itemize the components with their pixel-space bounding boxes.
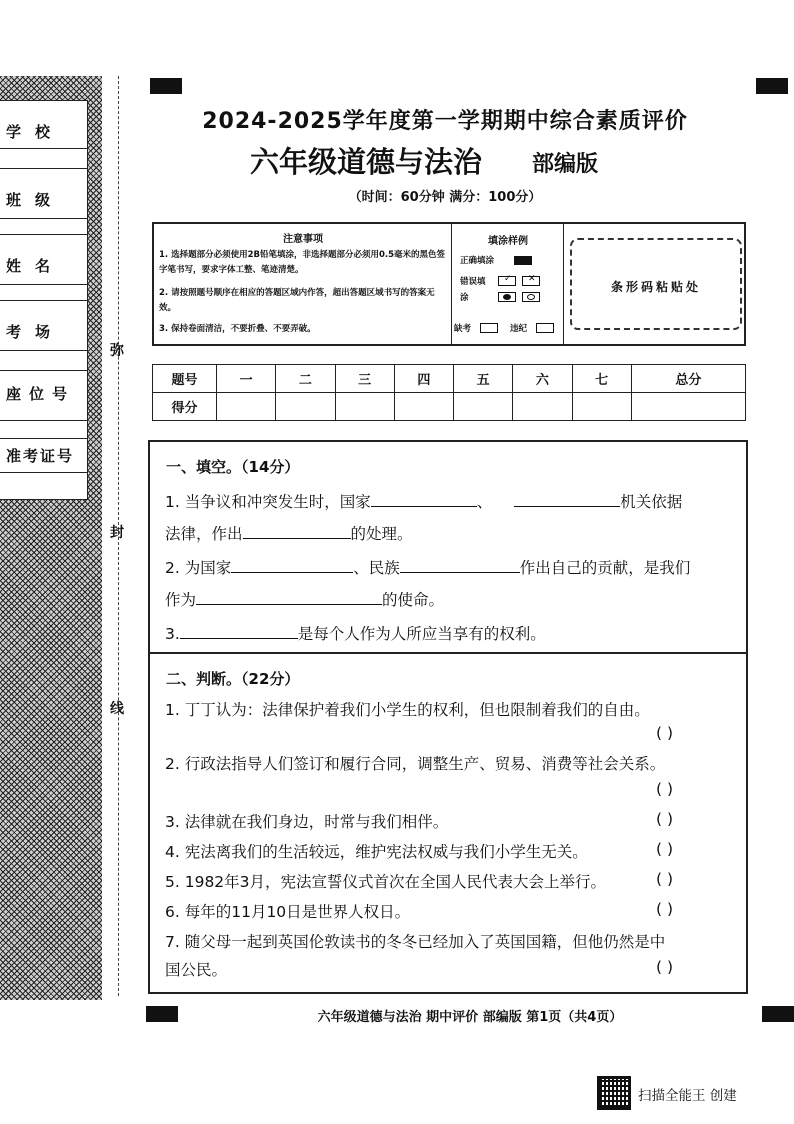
question-text: 2. 为国家 <box>165 559 232 577</box>
alignment-mark <box>756 78 788 94</box>
judge-question-7-cont: 国公民。 <box>165 961 228 979</box>
score-table <box>152 364 746 421</box>
cross-mark-sample-icon: ✕ <box>522 276 540 286</box>
info-label-school: 学校 <box>6 123 65 141</box>
fill-example-column <box>452 224 564 344</box>
table-row <box>153 365 746 393</box>
judge-question-3: 3. 法律就在我们身边，时常与我们相伴。 <box>165 813 449 831</box>
answer-paren[interactable]: ( ) <box>656 870 674 888</box>
table-header-cell: 题号 <box>153 365 217 393</box>
answer-blank[interactable] <box>180 625 298 639</box>
score-cell <box>513 393 572 421</box>
judge-question-6: 6. 每年的11月10日是世界人权日。 <box>165 903 411 921</box>
info-row-blank <box>0 285 88 301</box>
wrong-fill-label: 错误填涂 <box>460 277 486 303</box>
answer-paren[interactable]: ( ) <box>656 810 674 828</box>
barcode-label: 条形码粘贴处 <box>610 280 701 294</box>
table-header-cell: 四 <box>394 365 453 393</box>
info-row-room <box>0 301 88 351</box>
info-row-exam-id <box>0 439 88 473</box>
answer-blank[interactable] <box>371 493 477 507</box>
page-footer: 六年级道德与法治 期中评价 部编版 第1页（共4页） <box>317 1010 623 1025</box>
correct-fill-sample <box>514 256 532 265</box>
question-text: 的使命。 <box>382 591 445 609</box>
info-label-exam-id: 准考证号 <box>6 447 75 465</box>
question-2-line1 <box>165 556 690 578</box>
seal-char-feng: 封 <box>110 525 124 541</box>
answer-paren[interactable]: ( ) <box>656 840 674 858</box>
seal-char-mi: 弥 <box>110 343 124 359</box>
answer-blank[interactable] <box>514 493 620 507</box>
question-text: 是每个人作为人所应当享有的权利。 <box>297 625 546 643</box>
table-header-cell: 六 <box>513 365 572 393</box>
barcode-area <box>570 238 742 330</box>
notice-box <box>152 222 746 346</box>
question-1-line2 <box>165 522 413 544</box>
question-text: 作出自己的贡献，是我们 <box>519 559 691 577</box>
question-text: 、民族 <box>353 559 400 577</box>
circle-sample-icon <box>522 292 540 302</box>
table-row-label: 得分 <box>153 393 217 421</box>
correct-fill-label: 正确填涂 <box>460 256 495 266</box>
score-cell <box>631 393 745 421</box>
answer-paren[interactable]: ( ) <box>656 780 674 798</box>
seal-char-xian: 线 <box>110 701 124 717</box>
notice-item: 1. 选择题部分必须使用2B铅笔填涂，非选择题部分必须用0.5毫米的黑色签字笔书写，要求字体工整、笔迹清楚。 <box>159 250 446 275</box>
notice-title: 注意事项 <box>283 234 323 245</box>
scanner-watermark: 扫描全能王 创建 <box>638 1088 737 1104</box>
info-label-seat: 座位号 <box>6 385 76 403</box>
table-header-cell: 一 <box>217 365 276 393</box>
score-cell <box>454 393 513 421</box>
table-header-cell: 五 <box>454 365 513 393</box>
section-true-false <box>148 652 748 994</box>
notice-column <box>154 224 452 344</box>
notice-item: 3. 保持卷面清洁，不要折叠、不要弄破。 <box>159 324 316 334</box>
qr-code-icon <box>597 1076 631 1110</box>
student-info-panel <box>0 100 88 500</box>
dot-fill-sample-icon <box>498 292 516 302</box>
time-info: （时间：60分钟 满分：100分） <box>348 190 542 205</box>
info-row-blank <box>0 219 88 235</box>
judge-question-7: 7. 随父母一起到英国伦敦读书的冬冬已经加入了英国国籍，但他仍然是中 <box>165 933 666 951</box>
score-cell <box>394 393 453 421</box>
answer-paren[interactable]: ( ) <box>656 958 674 976</box>
info-label-name: 姓名 <box>6 257 65 275</box>
violation-box <box>536 323 554 333</box>
absent-label: 缺考 <box>454 324 472 334</box>
table-row <box>153 393 746 421</box>
score-cell <box>335 393 394 421</box>
question-text: 3. <box>165 625 180 643</box>
absent-box <box>480 323 498 333</box>
info-row-school <box>0 101 88 149</box>
subject-title: 六年级道德与法治 <box>250 145 483 179</box>
info-label-class: 班级 <box>6 191 65 209</box>
alignment-mark <box>150 78 182 94</box>
exam-title: 2024-2025学年度第一学期期中综合素质评价 <box>202 109 688 134</box>
question-text: 法律，作出 <box>165 525 243 543</box>
question-text: 机关依据 <box>620 493 683 511</box>
judge-question-5: 5. 1982年3月，宪法宣誓仪式首次在全国人民代表大会上举行。 <box>165 873 607 891</box>
table-header-cell: 二 <box>276 365 335 393</box>
edition-label: 部编版 <box>532 152 599 177</box>
section-title: 一、填空。（14分） <box>166 458 300 476</box>
section-title: 二、判断。（22分） <box>166 670 300 688</box>
info-row-seat <box>0 371 88 421</box>
fill-example-title: 填涂样例 <box>488 236 528 247</box>
score-cell <box>217 393 276 421</box>
score-cell <box>276 393 335 421</box>
question-1-line1 <box>165 490 682 512</box>
answer-paren[interactable]: ( ) <box>656 724 674 742</box>
info-row-blank <box>0 149 88 169</box>
score-cell <box>572 393 631 421</box>
answer-blank[interactable] <box>243 525 351 539</box>
judge-question-4: 4. 宪法离我们的生活较远，维护宪法权威与我们小学生无关。 <box>165 843 588 861</box>
check-mark-sample-icon: ✓ <box>498 276 516 286</box>
question-text: 的处理。 <box>350 525 413 543</box>
info-row-class <box>0 169 88 219</box>
question-text: 、 <box>476 493 493 511</box>
answer-blank[interactable] <box>400 559 520 573</box>
info-row-name <box>0 235 88 285</box>
judge-question-1: 1. 丁丁认为：法律保护着我们小学生的权利，但也限制着我们的自由。 <box>165 701 650 719</box>
question-text: 作为 <box>165 591 197 609</box>
question-2-line2 <box>165 588 444 610</box>
table-header-cell: 三 <box>335 365 394 393</box>
violation-label: 违纪 <box>510 324 528 334</box>
info-row-blank <box>0 421 88 439</box>
judge-question-2: 2. 行政法指导人们签订和履行合同，调整生产、贸易、消费等社会关系。 <box>165 755 666 773</box>
answer-paren[interactable]: ( ) <box>656 900 674 918</box>
info-row-blank <box>0 351 88 371</box>
question-text: 1. 当争议和冲突发生时，国家 <box>165 493 371 511</box>
table-header-cell: 总分 <box>631 365 745 393</box>
question-3 <box>165 622 546 644</box>
table-header-cell: 七 <box>572 365 631 393</box>
notice-item: 2. 请按照题号顺序在相应的答题区域内作答，超出答题区域书写的答案无效。 <box>159 288 435 313</box>
info-label-room: 考场 <box>6 323 65 341</box>
answer-blank[interactable] <box>196 591 382 605</box>
answer-blank[interactable] <box>231 559 353 573</box>
section-fill-blank <box>148 440 748 654</box>
